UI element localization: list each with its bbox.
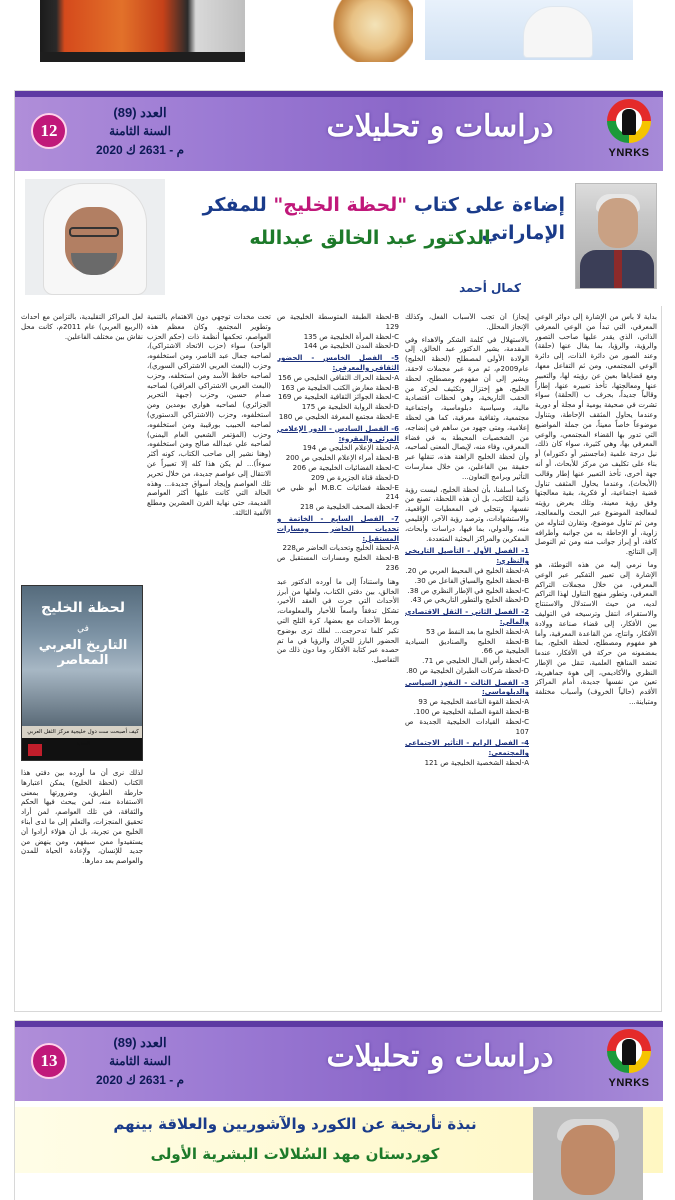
book-cover-line2: في xyxy=(77,624,89,634)
logo-text: YNRKS xyxy=(608,1077,650,1089)
painting-image xyxy=(40,0,245,62)
chapter-item: C-لحظة رأس المال الخليجي ص 71. xyxy=(422,657,529,666)
chapter-item: D-لحظة الخليج والتطور التاريخي ص 43. xyxy=(410,596,529,605)
paragraph: إيجاز) أن تجب الأسباب الفعل، وكذلك الإنجاز المحلل. xyxy=(405,313,529,331)
issue-date: 2020 م - 2631 ك xyxy=(95,1073,185,1087)
chapter-item: C-لحظة المرأة الخليجية ص 135 xyxy=(303,332,399,341)
issue-date: 2020 م - 2631 ك xyxy=(95,143,185,157)
article-title-block xyxy=(15,171,663,306)
magazine-page-13 xyxy=(14,1020,662,1200)
book-cover-tagline: كيف أصبحت ست دول خليجية مركز الثقل العربي الجديد xyxy=(22,726,143,738)
chapter-item: D-لحظة المدن الخليجية ص 144 xyxy=(303,342,399,351)
chapter-item: A-لحظة الشخصية الخليجية ص 121 xyxy=(424,759,529,768)
chapter-item: A-لحظة الخليج وتحديات الحاضر ص228 xyxy=(282,544,399,553)
chapter-item: B-لحظة الخليج ومسارات المستقبل ص 236 xyxy=(277,554,399,572)
book-cover-line3: التاريخ العربي المعاصر xyxy=(38,638,128,668)
paragraph: لعل المراكز التقليدية، بالتزامن مع أحداث (الربيع العربي) عام 2011م، كانت محل نقاش بين مختلف الفاعلين. xyxy=(21,313,143,341)
article-columns xyxy=(15,313,663,1003)
column-4 xyxy=(147,313,271,1003)
book-cover-image xyxy=(21,585,143,761)
column-1 xyxy=(535,313,657,1003)
page-header xyxy=(15,91,663,171)
paragraph: وما نرمي إليه من هذه التوطئة، هو الإشارة إلى تعبير التفكير عبر الوعي المعرفي، من خلال مجملات التراكم المعرفي، وتطور منهج التناول لهذا التراكم لديه، من حيث الاستدلال والاستنتاج والاستقراء، انتقل وترسيخه في التوليف بين الأفكار، إلى قضاء صناعة وولادة الأفكار، وانتاج، من القاعدة المعرفية، وأما هو مفهوم ومصطلح، لحظة الخليج، بما بمضمونه من حركة في الأفكار، عندما تعتمد المناهج العلمية، تنقل من الإطار النظري والأكاديمي، إلى هوة جماهيرية، تعين من نفسها جديدة، أمام المراكز الأقدم (حالياً الخروف) وأسباب مختلفة ومتباينة... xyxy=(535,560,657,707)
page-number-badge: 12 xyxy=(31,113,67,149)
chapter-item: B-لحظة الخليج والسياق الفاعل ص 30. xyxy=(414,576,529,585)
title-prefix: إضاءة على كتاب xyxy=(413,194,565,216)
paragraph: بداية لا بأس من الإشارة إلى دوائر الوعي المعرفي، التي تبدأ من الوعي المعرفي الذاتي، الذي يقدر عليها صاحب التصور والرؤية، والرؤيا، بما يقال عنها (حلقة) وعند الصور من دائرة الذات، إلى دائرة الوعي المجتمعي، ومن ثم التفاعل معها، ومع قضاياها بعين عن رؤيته لها، والتعبير عنها ومعالجتها، تأخذ تعبيره عنها، إطاراً وقالباً جديداً، بحرف ب (الحلقة) سواء تشرت في صحيفة يومية أو مجلة أو دورية وعندما يحاول المثقف الإحاطة، ويتناول موضوعاً خاصاً معيناً، من جملة المواضيع التي تدور بها القضاء المجتمعي، والوعي المعرفي بها، وهي كثيرة، سواء كان ذلك، نيل درجة علمية (ماجستير أو دكتوراه) أو بناء على تكليف من مركز للأبحاث، أو أنه جهة أخرى، تأخذ التعبير عنها إطار وقالب (الأبحاث)، وعندما يحاول المثقف تناول قضية اجتماعية، أو فكرية، بقية معالجتها وفق رؤية معينة، وتلك يعرض رؤيته لمعالجة الموضوع عبر البحث والمعالجة، ومن ثم تناول موضوع، وتقارن لتناوله من زاوية، أو الإحاطة به من جوانبه وأطرافه كافة، أو إبراز جوانب منه ومن ثم التوصل إلى النتائج. xyxy=(535,313,657,557)
column-3 xyxy=(277,313,399,1003)
chapter-heading: 5- الفصل الخامس - الحضور الثقافي والمعرفي: xyxy=(277,354,399,372)
title-suffix: للمفكر الإماراتي xyxy=(202,194,565,244)
column-2 xyxy=(405,313,529,1003)
article-title: نبذة تأريخية عن الكورد والآشوريين والعلاقة بينهم xyxy=(113,1115,477,1133)
chapter-item: B-لحظة معارض الكتب الخليجية ص 163 xyxy=(281,383,399,392)
chapter-item: C-لحظة الفضائيات الخليجية ص 206 xyxy=(292,463,399,472)
book-cover-title: لحظة الخليج xyxy=(40,600,125,616)
article-subtitle: الدكتور عبد الخالق عبدالله xyxy=(249,227,491,249)
chapter-heading: 3- الفصل الثالث - النفوذ السياسي والدبلوماسي: xyxy=(405,678,529,697)
chapter-item: E-لحظة مجتمع المعرفة الخليجي ص 180 xyxy=(278,412,399,421)
issue-number: العدد (89) xyxy=(113,1035,167,1050)
paragraph: بالاستهلال في كلمة الشكر والاهداء وفي المقدمة، يشير الدكتور عبد الخالق، إلى الولادة الأولى لمصطلح (لحظة الخليج) عام2009م، ثم مرة عبر مجملات لاحقة، ويشير إلى أن مفهوم ومصطلح، لحظة الخليج، هو إختزال وتكثيف لحركة من الحقب التاريخية، وهي لحظات اقتصادية مالية، وسياسية دبلوماسية، واجتماعية مجتمعية، وثقافية معرفية، كما هي لحظة إعلامية، ومتى جهود من ساهم في إنضاجه، من الشخصيات المحيطة به في فضاء المعرفي، وفاء منه، لإيصال المعنى لصاحبه، وأن لحظة الخليج الراهنة هذه، تنقلها عبر حقيقة بين الفاعلين، من خلال ممارسات التأثير وبرامج التعاون... xyxy=(405,335,529,481)
chapter-heading: 4- الفصل الرابع - التأثير الاجتماعي والمجتمعي: xyxy=(405,739,529,758)
article-title-block xyxy=(15,1101,663,1200)
chapter-item: C-لحظة الخليج في الإطار النظري ص 38. xyxy=(407,586,529,595)
paragraph: لذلك نرى أن ما أورده بين دفتي هذا الكتاب (لحظة الخليج) يمكن اعتبارها خارطة الطريق، وضرورتها بمعنى الاستفادة منه، لمن يبحث فيها الحكم والثقافة، في تلك العواصم، لمن أراد تحقيق المنجزات، والتعلم إلى ما لدى أبناء الخليج من تجربة، بل أن هؤلاء أرادوا أن يستفيدوا ممن سبقهم، ومن ينهض من جديد للإنسان، ولإعادة الحياة للمدن والعواصم بعد دمارها. xyxy=(21,769,143,866)
chapter-item: B-لحظة القوة الصلبة الخليجية ص 100. xyxy=(413,708,529,717)
chapter-item: A-لحظة الخليج ما بعد النفط ص 53 xyxy=(425,627,529,636)
chapter-item: F-لحظة الصحف الخليجية ص 218 xyxy=(300,503,399,512)
ynrks-logo-icon xyxy=(601,95,657,167)
issue-year: السنة الثامنة xyxy=(109,1054,171,1068)
artwork-image xyxy=(318,0,413,62)
paragraph: وهنا واستناداً إلى ما أورده الدكتور عبد الخالق، بين دفتي الكتاب، ولعلها من أبرز الأحداث التي جرت في العقد الأخير، تشكل تدفقاً واسعاً للأخبار والمعلومات، وربط الأحداث مع بعضها، كرة الثلج التي تكبر كلما تدحرجت... لعلك ترى بوضوح الحضور البارز للحراك والرؤيا في ما تم حصده عبر كتابة الأفكار، وما دون ذلك من التفاصيل. xyxy=(277,577,399,665)
article-subtitle: كوردستان مهد السُلالات البشرية الأولى xyxy=(150,1145,440,1163)
chapter-item: B-لحظة الخليج والصناديق السيادية الخليجية ص 66. xyxy=(405,637,529,656)
logo-text: YNRKS xyxy=(608,147,650,159)
issue-info xyxy=(75,1033,205,1090)
paragraph: تحت مخدات توجهي دون الاهتمام بالتنمية وتطوير المجتمع. وكان معظم هذه العواصم، تحكمها أنظمة ذات (حكم الحزب الواحد) سواء (حزب الاتحاد الاشتراكي)، لصاحبه جمال عبد الناصر، ومن استخلفوه، وحزب (البعث العربي الاشتراكي السوري)، لصاحبه حافظ الأسد ومن استخلفه، وحزب (البعث العربي الاشتراكي العراقي) لصاحبه صدام حسين، وحزب (جبهة التحرير الجزائري) لصاحبه هواري بومدين ومن استخلفوه، وحزب (الاشتراكي الدستوري) لصاحبه الحبيب بورقيبة ومن استخلفوه، وحزب (المؤتمر الشعبي العام اليمني) لصاحبه علي عبدالله صالح ومن استخلفوه، (وهنا نشير إلى صاحب الكتاب، كونه أكثر سوءاً)... لم يكن هذا كله إلا تعبيراً عن الانتقال إلى عواصم جديدة، من خلال تحرير تلك العواصم وإيجاد أسواق جديدة... وهذه الحالة التي كانت عليها أكثر العواصم القديمة، حتى نهاية القرن العشرين ومطلع الألفية الثالثة. xyxy=(147,313,271,517)
chapter-item: A-لحظة الحراك الثقافي الخليجي ص 156 xyxy=(277,373,399,382)
publisher-logo-icon xyxy=(28,744,42,756)
chapter-item: C-لحظة الجوائز الثقافية الخليجية ص 169 xyxy=(278,393,399,402)
paragraph: وكما أسلفنا، بأن لحظة الخليج، ليست رؤية ذاتية للكاتب، بل أن هذه اللحظة، تصنع من نفسها، وتتجلى في المعطيات الواقعية، والاستشهادات، وترصد رؤية الآخر، الإقليمي منه، والدولي، بما فيها، دراسات وأبحاث، المفكرين والمراكز البحثية المتعددة. xyxy=(405,485,529,543)
section-title: دراسات و تحليلات xyxy=(326,109,554,144)
issue-year: السنة الثامنة xyxy=(109,124,171,138)
page-header xyxy=(15,1021,663,1101)
ynrks-logo-icon xyxy=(601,1025,657,1097)
subject-portrait-image xyxy=(25,179,165,295)
chapter-item: C-لحظة القيادات الخليجية الجديدة ص 107 xyxy=(405,717,529,736)
chapter-item: A-لحظة القوة الناعمة الخليجية ص 93 xyxy=(418,698,529,707)
chapter-heading: 6- الفصل السادس - الدور الإعلامي المرئي والمقروء: xyxy=(277,424,399,443)
chapter-item: B-لحظة الطبقة المتوسطة الخليجية ص 129 xyxy=(277,313,399,331)
issue-number: العدد (89) xyxy=(113,105,167,120)
chapter-item: D-لحظة الرواية الخليجية ص 175 xyxy=(301,403,399,412)
chapter-item: E-لحظة فضائيات M.B.C أبو ظبي ص 214 xyxy=(277,483,399,502)
chapter-heading: 7- الفصل السابع - الخاتمة و تحديات الحاضر ومسارات المستقبل: xyxy=(277,514,399,543)
chapter-heading: 1- الفصل الأول - التأصيل التاريخي والنظري: xyxy=(405,547,529,566)
author-portrait-image xyxy=(575,183,657,289)
chapter-item: D-لحظة قناة الجزيرة ص 209 xyxy=(311,473,399,482)
chapter-item: A-لحظة الإعلام الخليجي ص 194 xyxy=(302,444,399,453)
chapter-heading: 2- الفصل الثاني - الثقل الاقتصادي والمالي: xyxy=(405,608,529,626)
chapter-item: D-لحظة شركات الطيران الخليجية ص 80. xyxy=(406,666,529,675)
issue-info xyxy=(75,103,205,160)
page-number-badge: 13 xyxy=(31,1043,67,1079)
photo-image xyxy=(425,0,633,60)
magazine-page-12 xyxy=(14,90,662,1012)
author-portrait-image xyxy=(533,1107,643,1200)
article-author: كمال أحمد xyxy=(459,281,521,295)
chapter-item: A-لحظة الخليج في المحيط العربي ص 20. xyxy=(405,566,529,575)
title-book-name: "لحظة الخليج" xyxy=(273,194,408,216)
chapter-item: B-لحظة أمراء الإعلام الخليجي ص 200 xyxy=(285,454,399,463)
previous-page-strip xyxy=(0,0,675,68)
section-title: دراسات و تحليلات xyxy=(326,1039,554,1074)
